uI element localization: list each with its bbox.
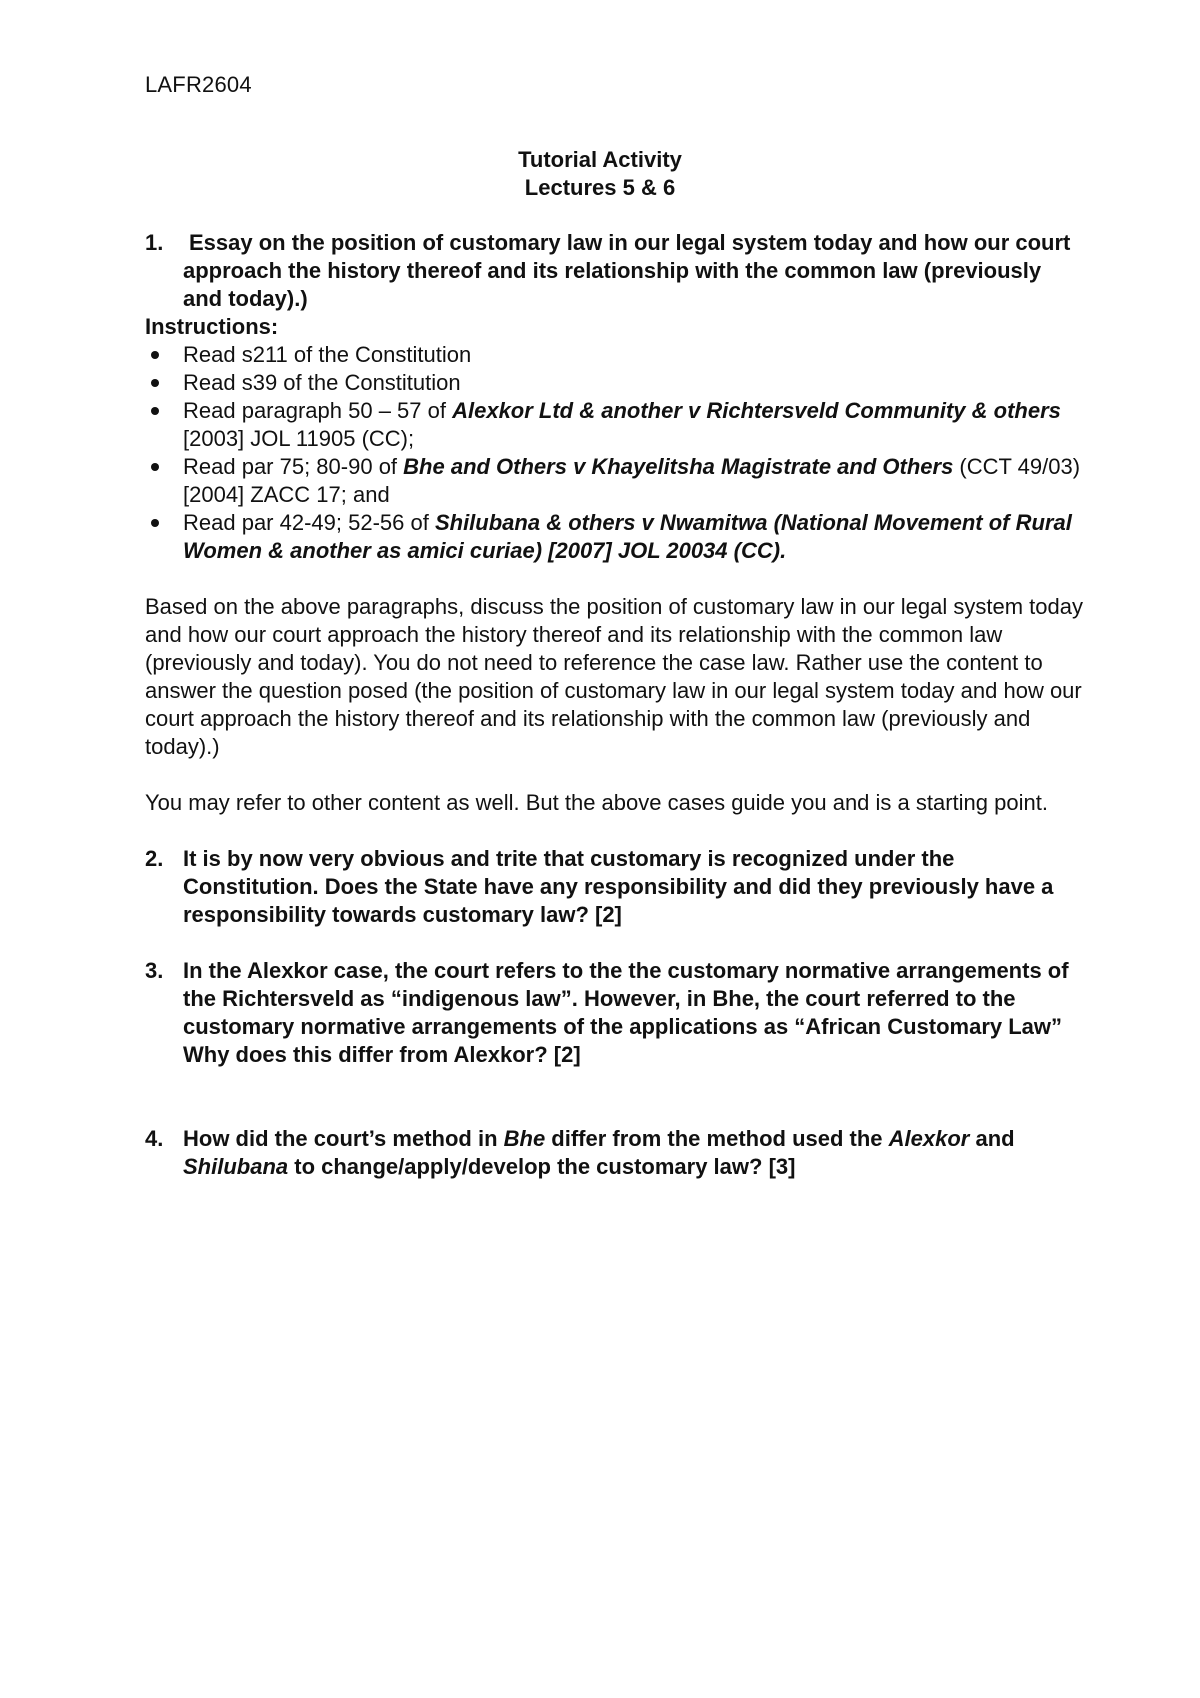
case-citation: Shilubana & others v Nwamitwa (National Movement of Rural Women & another as amici curiae) [2007] JOL 20034 (CC). (183, 510, 1072, 563)
list-item (145, 397, 1085, 453)
list-item (145, 341, 1085, 369)
title-line-2: Lectures 5 & 6 (524, 175, 676, 200)
citation-reference: (CCT 49/03) [2004] ZACC 17; and (183, 454, 1081, 507)
instructions-label: Instructions: (145, 314, 279, 339)
bullet-icon (151, 351, 159, 359)
discussion-paragraph: Based on the above paragraphs, discuss the position of customary law in our legal system today and how our court approach the history thereof and its relationship with the common law (previously and today). You do not need to reference the case law. Rather use the content to answer the question posed (the position of customary law in our legal system today and how our court approach the history thereof and its relationship with the common law (previously and today).) (145, 594, 1083, 759)
title-line-1: Tutorial Activity (518, 147, 682, 172)
bullet-icon (151, 379, 159, 387)
question-number: 4. (145, 1126, 164, 1151)
question-number: 1. (145, 230, 164, 255)
list-item (145, 453, 1085, 509)
question-text: to change/apply/develop the customary law? [3] (288, 1154, 796, 1179)
case-citation: Alexkor Ltd & another v Richtersveld Community & others (452, 398, 1061, 423)
question-text: differ from the method used the (545, 1126, 889, 1151)
case-name: Alexkor (888, 1126, 970, 1151)
document-body (145, 229, 1085, 1181)
bullet-text: Read s211 of the Constitution (183, 342, 472, 367)
bullet-text: Read s39 of the Constitution (183, 370, 461, 395)
instructions-list (145, 341, 1085, 565)
page-title (0, 146, 1200, 202)
list-item (145, 509, 1085, 565)
question-number: 2. (145, 846, 164, 871)
question-4 (145, 1125, 1085, 1181)
question-text: and (969, 1126, 1015, 1151)
question-text: Essay on the position of customary law in our legal system today and how our court approach the history thereof and its relationship with the common law (previously and today).) (183, 230, 1071, 311)
case-citation: Bhe and Others v Khayelitsha Magistrate and Others (403, 454, 954, 479)
list-item (145, 369, 1085, 397)
guidance-paragraph: You may refer to other content as well. But the above cases guide you and is a starting point. (145, 790, 1048, 815)
bullet-text: Read paragraph 50 – 57 of (183, 398, 453, 423)
question-1 (145, 229, 1085, 313)
question-2 (145, 845, 1085, 929)
question-number: 3. (145, 958, 164, 983)
case-name: Bhe (503, 1126, 546, 1151)
citation-reference: [2003] JOL 11905 (CC); (183, 426, 415, 451)
bullet-icon (151, 463, 159, 471)
question-text: How did the court’s method in (183, 1126, 504, 1151)
course-code: LAFR2604 (145, 72, 252, 97)
bullet-icon (151, 407, 159, 415)
question-text: It is by now very obvious and trite that customary is recognized under the Constitution. Does the State have any responsibility and did they previously have a responsibility towards customary law? [2] (183, 846, 1054, 927)
question-text: In the Alexkor case, the court refers to the the customary normative arrangements of the Richtersveld as “indigenous law”. However, in Bhe, the court referred to the customary normative arrangements of the applications as “African Customary Law” Why does this differ from Alexkor? [2] (183, 958, 1069, 1067)
bullet-icon (151, 519, 159, 527)
question-3 (145, 957, 1085, 1069)
bullet-text: Read par 42-49; 52-56 of (183, 510, 435, 535)
case-name: Shilubana (183, 1154, 289, 1179)
bullet-text: Read par 75; 80-90 of (183, 454, 404, 479)
